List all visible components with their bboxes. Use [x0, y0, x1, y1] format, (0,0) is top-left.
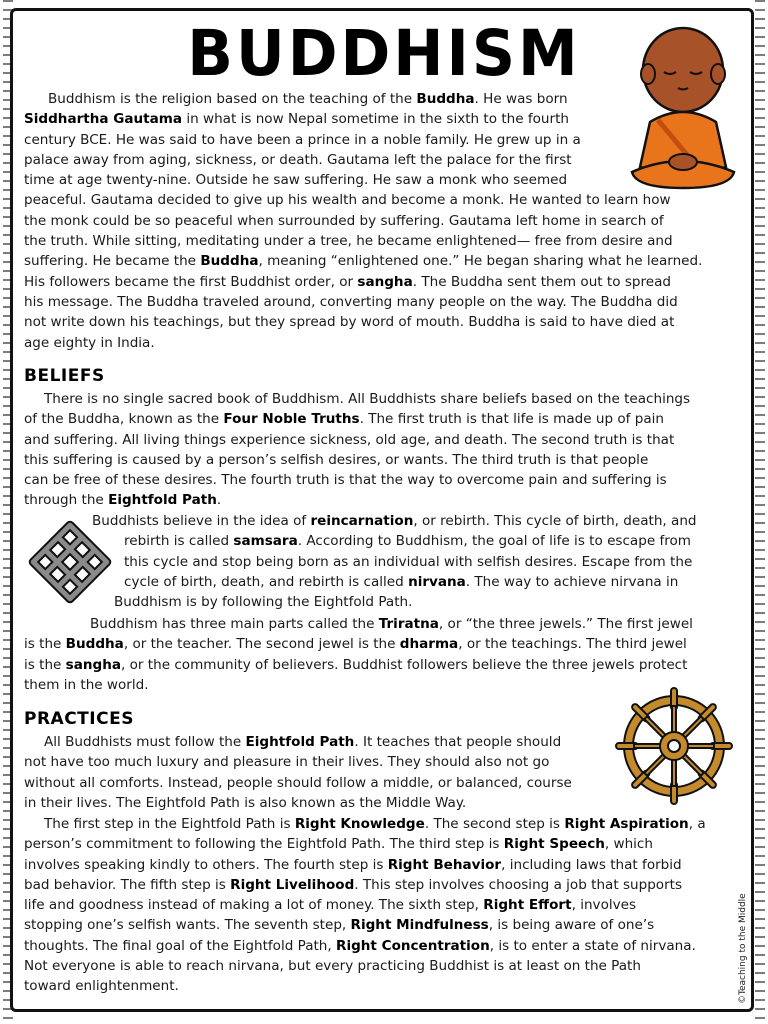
- key-term: Right Mindfulness: [350, 917, 489, 934]
- beliefs-line: them in the world.: [24, 676, 149, 693]
- key-term: Triratna: [378, 616, 439, 632]
- key-term: Right Aspiration: [564, 816, 689, 832]
- beliefs-paragraph-3: [24, 614, 740, 695]
- key-term: Right Effort: [483, 897, 572, 914]
- beliefs-line: through the Eightfold Path.: [24, 492, 222, 509]
- intro-line: His followers became the first Buddhist order, or sangha. The Buddha sent them out to spread: [24, 273, 671, 290]
- practices-line: toward enlightenment.: [24, 978, 179, 995]
- key-term: Right Speech: [503, 836, 605, 853]
- practices-line: involves speaking kindly to others. The fourth step is Right Behavior, including laws that forbid: [24, 856, 682, 873]
- key-term: reincarnation: [310, 513, 414, 529]
- key-term: Right Behavior: [387, 856, 502, 873]
- intro-line: time at age twenty-nine. Outside he saw suffering. He saw a monk who seemed: [24, 172, 568, 189]
- practices-line: in their lives. The Eightfold Path is also known as the Middle Way.: [24, 794, 467, 811]
- beliefs-line: Buddhism is by following the Eightfold Path.: [114, 594, 413, 611]
- practices-line: stopping one’s selfish wants. The seventh step, Right Mindfulness, is being aware of one’s: [24, 917, 655, 934]
- beliefs-line: rebirth is called samsara. According to Buddhism, the goal of life is to escape from: [124, 533, 691, 550]
- intro-line: century BCE. He was said to have been a prince in a noble family. He grew up in a: [24, 131, 581, 148]
- key-term: Buddha: [200, 253, 259, 270]
- key-term: Buddha: [416, 91, 475, 107]
- right-edge-decoration: [755, 0, 765, 1024]
- intro-line: his message. The Buddha traveled around, converting many people on the way. The Buddha did: [24, 293, 678, 310]
- beliefs-line: cycle of birth, death, and rebirth is called nirvana. The way to achieve nirvana in: [124, 573, 679, 590]
- beliefs-line: is the Buddha, or the teacher. The second jewel is the dharma, or the teachings. The third jewel: [24, 636, 687, 653]
- beliefs-line: is the sangha, or the community of believers. Buddhist followers believe the three jewels protect: [24, 656, 688, 673]
- key-term: dharma: [399, 636, 459, 653]
- beliefs-paragraph-2: [24, 511, 740, 612]
- beliefs-line: Buddhism has three main parts called the Triratna, or “the three jewels.” The first jewel: [90, 616, 693, 632]
- practices-line: All Buddhists must follow the Eightfold Path. It teaches that people should: [44, 734, 562, 750]
- key-term: Right Concentration: [336, 937, 490, 954]
- practices-line: without all comforts. Instead, people should follow a middle, or balanced, course: [24, 774, 572, 791]
- beliefs-heading: BELIEFS: [24, 366, 105, 386]
- intro-line: Siddhartha Gautama in what is now Nepal sometime in the sixth to the fourth: [24, 111, 569, 128]
- beliefs-line: There is no single sacred book of Buddhism. All Buddhists share beliefs based on the teachings: [44, 391, 691, 407]
- beliefs-paragraph-1: [24, 389, 740, 511]
- intro-line: peaceful. Gautama decided to give up his wealth and become a monk. He wanted to learn how: [24, 192, 671, 209]
- beliefs-line: Buddhists believe in the idea of reincarnation, or rebirth. This cycle of birth, death, and: [92, 513, 697, 529]
- practices-line: thoughts. The final goal of the Eightfold Path, Right Concentration, is to enter a state of nirvana.: [24, 937, 696, 954]
- beliefs-line: this cycle and stop being born as an individual with selfish desires. Escape from the: [124, 553, 693, 570]
- practices-line: person’s commitment to following the Eightfold Path. The third step is Right Speech, which: [24, 836, 653, 853]
- intro-line: age eighty in India.: [24, 334, 155, 351]
- key-term: Eightfold Path: [245, 734, 355, 750]
- intro-line: suffering. He became the Buddha, meaning “enlightened one.” He began sharing what he learned.: [24, 253, 703, 270]
- practices-paragraph-2: [24, 814, 740, 997]
- key-term: samsara: [233, 533, 298, 550]
- intro-line: the truth. While sitting, meditating under a tree, he became enlightened— free from desire and: [24, 233, 673, 250]
- intro-paragraph: [24, 89, 740, 353]
- key-term: Right Knowledge: [294, 816, 425, 832]
- practices-line: Not everyone is able to reach nirvana, but every practicing Buddhist is at least on the Path: [24, 958, 641, 975]
- copyright-credit: ©Teaching to the Middle: [738, 893, 748, 1004]
- intro-line: the monk could be so peaceful when surrounded by suffering. Gautama left home in search of: [24, 212, 664, 229]
- intro-line: palace away from aging, sickness, or death. Gautama left the palace for the first: [24, 151, 572, 168]
- intro-line: not write down his teachings, but they spread by word of mouth. Buddha is said to have died at: [24, 314, 675, 331]
- key-term: Right Livelihood: [230, 876, 355, 893]
- key-term: nirvana: [408, 573, 466, 590]
- key-term: sangha: [65, 656, 122, 673]
- practices-heading: PRACTICES: [24, 709, 134, 729]
- practices-paragraph-1: [24, 732, 740, 813]
- key-term: Eightfold Path: [108, 492, 217, 509]
- page-title: BUDDHISM: [187, 17, 581, 91]
- key-term: Siddhartha Gautama: [24, 111, 183, 128]
- practices-line: bad behavior. The fifth step is Right Livelihood. This step involves choosing a job that supports: [24, 876, 683, 893]
- key-term: Four Noble Truths: [223, 411, 360, 428]
- intro-line: Buddhism is the religion based on the teaching of the Buddha. He was born: [48, 91, 568, 107]
- beliefs-line: and suffering. All living things experience sickness, old age, and death. The second truth is that: [24, 431, 675, 448]
- beliefs-line: can be free of these desires. The fourth truth is that the way to overcome pain and suffering is: [24, 472, 667, 489]
- beliefs-line: of the Buddha, known as the Four Noble Truths. The first truth is that life is made up of pain: [24, 411, 664, 428]
- key-term: Buddha: [65, 636, 124, 653]
- practices-line: The first step in the Eightfold Path is Right Knowledge. The second step is Right Aspiration, a: [44, 816, 706, 832]
- key-term: sangha: [357, 273, 413, 290]
- practices-line: not have too much luxury and pleasure in their lives. They should also not go: [24, 754, 550, 771]
- practices-line: life and goodness instead of making a lot of money. The sixth step, Right Effort, involves: [24, 897, 637, 914]
- beliefs-line: this suffering is caused by a person’s selfish desires, or wants. The third truth is that people: [24, 451, 649, 468]
